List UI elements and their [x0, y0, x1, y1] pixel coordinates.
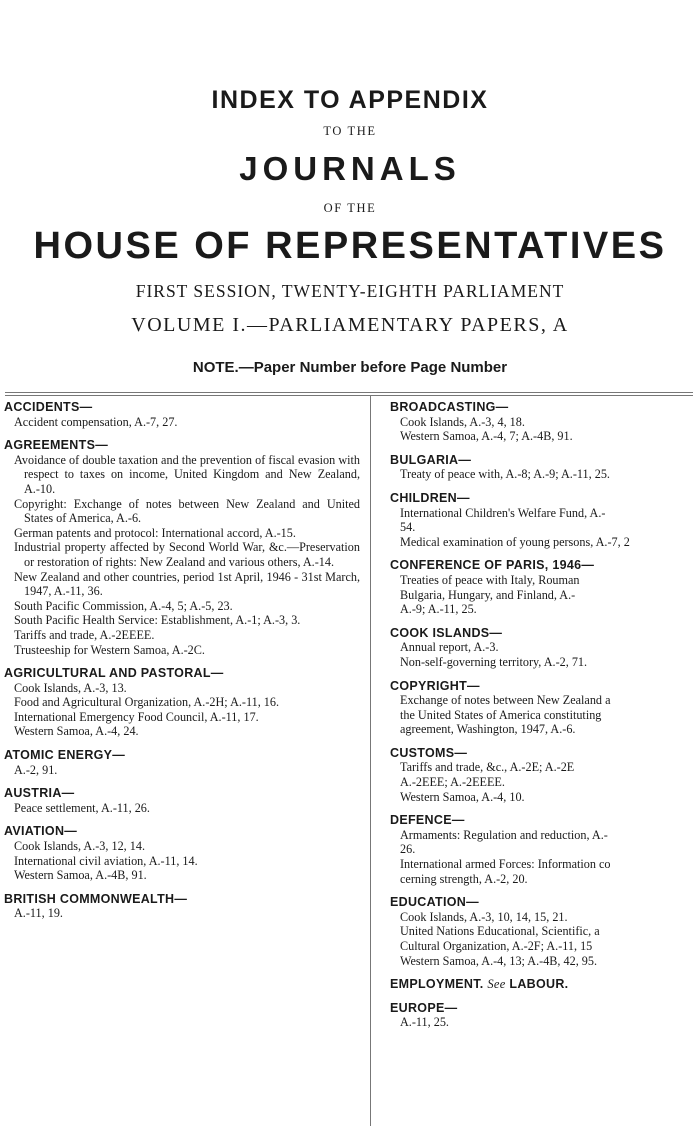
index-entry-defence	[390, 813, 700, 886]
index-subentry: Western Samoa, A.-4, 24.	[14, 724, 139, 739]
index-heading: EUROPE—	[390, 1000, 458, 1015]
index-entry-employment	[390, 977, 700, 992]
title-index-to-appendix: INDEX TO APPENDIX	[211, 86, 489, 114]
title-journals: JOURNALS	[239, 150, 461, 187]
index-subentry: 54.	[400, 520, 416, 535]
index-heading: COPYRIGHT—	[390, 678, 480, 693]
index-subentry: Western Samoa, A.-4, 7; A.-4B, 91.	[400, 429, 573, 444]
index-subentry: A.-11, 19.	[14, 906, 63, 921]
index-heading: BULGARIA—	[390, 452, 472, 467]
index-subentry: Tariffs and trade, A.-2EEEE.	[14, 627, 155, 642]
index-subentry: Annual report, A.-3.	[400, 640, 499, 655]
index-subentry: Trusteeship for Western Samoa, A.-2C.	[14, 642, 205, 657]
index-subentry: Copyright: Exchange of notes between New Zealand and United States of America, A.-6.	[14, 496, 360, 526]
see-target: LABOUR.	[509, 977, 569, 992]
index-subentry: Industrial property affected by Second World War, &c.—Preservation or restoration of rights: New Zealand and various others, A.-14.	[14, 540, 360, 569]
index-subentry: Accident compensation, A.-7, 27.	[14, 414, 178, 429]
index-subentry: A.-2EEE; A.-2EEEE.	[400, 775, 505, 790]
index-subentry: South Pacific Commission, A.-4, 5; A.-5, 23.	[14, 598, 233, 613]
index-subentry: South Pacific Health Service: Establishment, A.-1; A.-3, 3.	[14, 613, 301, 628]
index-entry-cook-islands	[390, 626, 700, 670]
index-heading: EMPLOYMENT. See LABOUR.	[390, 977, 569, 992]
index-entry-austria	[4, 786, 360, 815]
index-heading: AUSTRIA—	[4, 786, 75, 801]
index-heading: ATOMIC ENERGY—	[4, 748, 126, 763]
index-entry-bulgaria	[390, 453, 700, 482]
index-subentry: International Emergency Food Council, A.-11, 17.	[14, 709, 259, 724]
see-reference: See	[487, 977, 506, 992]
index-subentry: Cook Islands, A.-3, 12, 14.	[14, 839, 146, 854]
index-entry-education	[390, 895, 700, 968]
index-subentry: Avoidance of double taxation and the prevention of fiscal evasion with respect to taxes on income, United Kingdom and New Zealand, A.-10.	[14, 452, 360, 496]
index-subentry: International Children's Welfare Fund, A.-	[400, 505, 606, 520]
index-subentry: A.-11, 25.	[400, 1015, 449, 1030]
index-subentry: Cultural Organization, A.-2F; A.-11, 15	[400, 939, 593, 953]
index-entry-customs	[390, 746, 700, 804]
index-subentry: Cook Islands, A.-3, 13.	[14, 680, 127, 695]
index-heading: AGREEMENTS—	[4, 438, 109, 453]
title-to-the: TO THE	[323, 124, 377, 138]
session-line: FIRST SESSION, TWENTY-EIGHTH PARLIAMENT	[135, 281, 565, 301]
index-entry-children	[390, 491, 700, 549]
title-of-the: OF THE	[323, 201, 377, 215]
index-heading: CHILDREN—	[390, 490, 470, 505]
index-subentry: Western Samoa, A.-4, 13; A.-4B, 42, 95.	[400, 953, 598, 968]
index-subentry: Armaments: Regulation and reduction, A.-	[400, 827, 608, 842]
index-subentry: the United States of America constituting	[400, 707, 602, 722]
index-column-left	[4, 400, 360, 930]
index-entry-agricultural-and-pastoral	[4, 666, 360, 739]
index-entry-broadcasting	[390, 400, 700, 444]
volume-line: VOLUME I.—PARLIAMENTARY PAPERS, A	[131, 314, 569, 336]
index-subentry: United Nations Educational, Scientific, a	[400, 924, 600, 939]
index-subentry: 26.	[400, 842, 416, 857]
index-subentry: Cook Islands, A.-3, 10, 14, 15, 21.	[400, 909, 568, 924]
index-subentry: Non-self-governing territory, A.-2, 71.	[400, 654, 588, 669]
index-heading: CONFERENCE OF PARIS, 1946—	[390, 558, 595, 573]
index-subentry: Western Samoa, A.-4, 10.	[400, 789, 525, 804]
index-subentry: Western Samoa, A.-4B, 91.	[14, 868, 147, 883]
index-subentry: Exchange of notes between New Zealand a	[400, 693, 611, 708]
index-heading: COOK ISLANDS—	[390, 625, 503, 640]
index-subentry: Tariffs and trade, &c., A.-2E; A.-2E	[400, 760, 575, 775]
column-divider	[370, 396, 371, 1126]
index-subentry: A.-2, 91.	[14, 762, 58, 777]
index-heading: DEFENCE—	[390, 813, 465, 828]
index-heading: CUSTOMS—	[390, 745, 468, 760]
index-subentry: Treaty of peace with, A.-8; A.-9; A.-11, 25.	[400, 467, 610, 482]
index-entry-accidents	[4, 400, 360, 429]
index-column-right	[390, 400, 700, 1039]
index-heading: BRITISH COMMONWEALTH—	[4, 891, 188, 906]
index-subentry: Medical examination of young persons, A.-7, 2	[400, 534, 630, 549]
index-heading: AVIATION—	[4, 824, 78, 839]
index-subentry: A.-9; A.-11, 25.	[400, 602, 477, 617]
index-subentry: Peace settlement, A.-11, 26.	[14, 800, 150, 815]
index-subentry: cerning strength, A.-2, 20.	[400, 871, 528, 886]
index-entry-agreements	[4, 438, 360, 657]
index-subentry: Treaties of peace with Italy, Rouman	[400, 572, 580, 587]
index-subentry: International civil aviation, A.-11, 14.	[14, 853, 198, 868]
index-entry-europe	[390, 1001, 700, 1030]
index-heading: EDUCATION—	[390, 895, 479, 910]
index-heading: AGRICULTURAL AND PASTORAL—	[4, 666, 224, 681]
index-entry-british-commonwealth	[4, 892, 360, 921]
index-subentry: German patents and protocol: International accord, A.-15.	[14, 525, 296, 540]
top-rule	[5, 392, 693, 393]
index-entry-atomic-energy	[4, 748, 360, 777]
index-subentry: New Zealand and other countries, period 1st April, 1946 - 31st March, 1947, A.-11, 36.	[14, 569, 360, 599]
top-rule-2	[5, 395, 693, 396]
index-entry-conference-of-paris-1946	[390, 558, 700, 616]
index-subentry: agreement, Washington, 1947, A.-6.	[400, 722, 576, 737]
title-house-of-representatives: HOUSE OF REPRESENTATIVES	[33, 225, 667, 267]
index-heading: ACCIDENTS—	[4, 400, 93, 414]
index-subentry: Bulgaria, Hungary, and Finland, A.-	[400, 587, 576, 602]
index-subentry: Food and Agricultural Organization, A.-2H; A.-11, 16.	[14, 695, 280, 710]
note-line: NOTE.—Paper Number before Page Number	[192, 359, 508, 376]
index-subentry: International armed Forces: Information co	[400, 857, 611, 872]
index-subentry: Cook Islands, A.-3, 4, 18.	[400, 414, 525, 429]
index-heading: BROADCASTING—	[390, 400, 509, 414]
index-entry-aviation	[4, 824, 360, 882]
index-entry-copyright	[390, 679, 700, 737]
